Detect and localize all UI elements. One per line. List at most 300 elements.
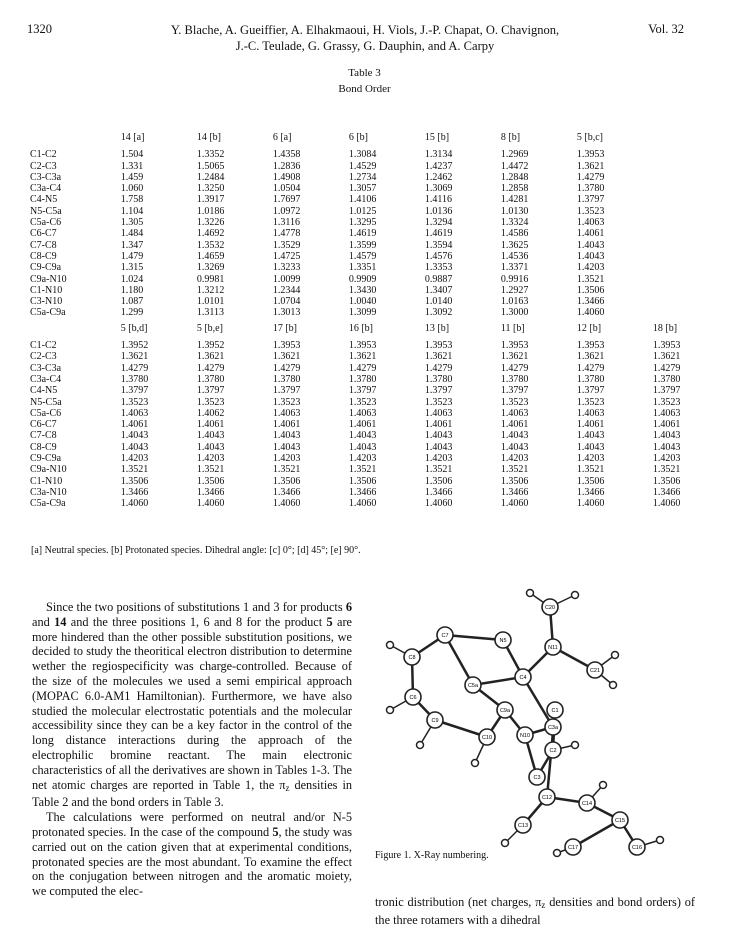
bond-order-value: 1.3780 xyxy=(576,373,605,385)
table-row xyxy=(30,442,729,453)
bond-order-value: 1.4203 xyxy=(652,453,681,465)
atom-label: C6 xyxy=(409,695,417,701)
column-header: 18 [b] xyxy=(652,322,678,334)
bond-label: C3a-C4 xyxy=(30,183,62,195)
bond-order-value: 1.3953 xyxy=(576,149,605,161)
bond-order-value: 1.3226 xyxy=(196,217,225,229)
bond-order-value: 1.3250 xyxy=(196,183,225,195)
bond-order-value: 1.504 xyxy=(120,149,144,161)
bond-order-value: 1.3621 xyxy=(576,160,605,172)
bond-order-value: 1.3353 xyxy=(424,262,453,274)
bond-order-value: 1.4203 xyxy=(576,453,605,465)
atom-c20 xyxy=(542,599,558,615)
bond-order-value: 1.3069 xyxy=(424,183,453,195)
bond-label: C3a-C4 xyxy=(30,373,62,385)
bond-order-value: 1.7697 xyxy=(272,194,301,206)
bond-order-value: 1.3797 xyxy=(500,385,529,397)
bond-order-value: 1.4043 xyxy=(424,430,453,442)
column-header: 17 [b] xyxy=(272,322,297,334)
bond-order-value: 1.4060 xyxy=(196,498,225,510)
bond-order-value: 1.3953 xyxy=(500,340,529,352)
bond-order-value: 1.3506 xyxy=(120,475,149,487)
bond-order-value: 1.2462 xyxy=(424,171,453,183)
bond-order-value: 1.347 xyxy=(120,239,144,251)
bond-order-value: 1.3780 xyxy=(424,373,453,385)
bond-order-value: 1.3466 xyxy=(272,486,301,498)
bond-order-value: 1.4060 xyxy=(424,498,453,510)
bond-order-value: 1.104 xyxy=(120,205,144,217)
bond-order-value: 1.3952 xyxy=(120,340,149,352)
bond-order-value: 1.3780 xyxy=(196,373,225,385)
bond-order-value: 0.9909 xyxy=(348,273,377,285)
column-header: 6 [a] xyxy=(272,132,292,143)
bond-order-value: 1.180 xyxy=(120,284,144,296)
bond-order-value: 0.9981 xyxy=(196,273,225,285)
bond-order-value: 1.4063 xyxy=(424,407,453,419)
bond-order-value: 1.3797 xyxy=(652,385,681,397)
atom-c14 xyxy=(579,795,595,811)
bond-label: C5a-C6 xyxy=(30,217,62,229)
hydrogen-atom xyxy=(387,707,394,714)
bond-order-value: 1.4060 xyxy=(500,498,529,510)
bond-label: C7-C8 xyxy=(30,239,57,251)
bond-order-value: 1.4279 xyxy=(652,362,681,374)
bond-order-value: 1.4619 xyxy=(348,228,377,240)
table-row xyxy=(30,149,729,160)
bond-order-value: 1.3113 xyxy=(196,307,224,319)
bond-order-value: 1.331 xyxy=(120,160,144,172)
atom-n10 xyxy=(517,727,533,743)
bond-order-value: 1.3797 xyxy=(272,385,301,397)
bond-order-value: 1.3953 xyxy=(348,340,377,352)
atom-label: C12 xyxy=(541,795,553,801)
bond-order-value: 1.3780 xyxy=(652,373,681,385)
atom-c1 xyxy=(547,702,563,718)
bond-order-value: 1.3092 xyxy=(424,307,453,319)
bond-order-value: 1.2969 xyxy=(500,149,529,161)
bond-order-value: 1.3506 xyxy=(500,475,529,487)
bond-order-value: 1.4279 xyxy=(196,362,225,374)
bond-order-value: 1.3780 xyxy=(120,373,149,385)
bond-order-value: 1.3621 xyxy=(500,351,529,363)
bond-order-value: 1.479 xyxy=(120,250,144,262)
bond-order-value: 1.4043 xyxy=(576,430,605,442)
atom-label: N11 xyxy=(548,645,558,651)
bond-order-value: 1.3324 xyxy=(500,217,529,229)
atom-label: C13 xyxy=(517,823,529,829)
author-list xyxy=(110,22,620,54)
atom-c21 xyxy=(587,662,603,678)
bond-order-value: 1.4529 xyxy=(348,160,377,172)
bond-order-value: 1.4043 xyxy=(120,430,149,442)
bond-label: N5-C5a xyxy=(30,396,62,408)
bond-order-value: 1.459 xyxy=(120,171,144,183)
bond-order-value: 1.4586 xyxy=(500,228,529,240)
atom-label: C8 xyxy=(408,655,416,661)
table-row xyxy=(30,307,729,318)
bond-label: C5a-C6 xyxy=(30,407,62,419)
bond-order-value: 1.2484 xyxy=(196,171,225,183)
bond-order-value: 1.4203 xyxy=(272,453,301,465)
bond-order-value: 1.4203 xyxy=(348,453,377,465)
bond-order-value: 1.4619 xyxy=(424,228,453,240)
bond-order-value: 1.5065 xyxy=(196,160,225,172)
bond-label: C6-C7 xyxy=(30,228,57,240)
hydrogen-atom xyxy=(527,590,534,597)
bond-order-value: 1.4279 xyxy=(424,362,453,374)
bond-label: C3a-N10 xyxy=(30,486,67,498)
bond-order-value: 1.4060 xyxy=(652,498,681,510)
column-header: 6 [b] xyxy=(348,132,369,143)
table-row xyxy=(30,172,729,183)
bond-label: C2-C3 xyxy=(30,160,57,172)
bond-order-value: 1.0130 xyxy=(500,205,529,217)
atom-n5 xyxy=(495,632,511,648)
bond-order-value: 1.3013 xyxy=(272,307,301,319)
bond-label: C8-C9 xyxy=(30,441,57,453)
bond-order-value: 1.3953 xyxy=(424,340,453,352)
table-row xyxy=(30,240,729,251)
header-blank xyxy=(30,128,121,149)
bond-order-value: 1.2848 xyxy=(500,171,529,183)
bond-order-value: 1.4061 xyxy=(424,419,453,431)
bond-order-value: 1.3506 xyxy=(576,475,605,487)
atom-label: C5a xyxy=(467,683,479,689)
bond-label: C6-C7 xyxy=(30,419,57,431)
bond-order-value: 1.305 xyxy=(120,217,144,229)
bond-order-value: 1.3523 xyxy=(120,396,149,408)
bond-order-value: 1.4060 xyxy=(348,498,377,510)
bond-order-value: 1.4061 xyxy=(272,419,301,431)
bond-order-value: 1.3099 xyxy=(348,307,377,319)
bond-order-value: 1.4043 xyxy=(196,441,225,453)
bond-order-value: 1.4043 xyxy=(272,430,301,442)
bond-order-value: 1.3116 xyxy=(272,217,300,229)
bond-label: C9a-N10 xyxy=(30,464,67,476)
bond-order-value: 1.4279 xyxy=(120,362,149,374)
bond-order-value: 1.3295 xyxy=(348,217,377,229)
bond-order-value: 1.4063 xyxy=(652,407,681,419)
hydrogen-atom xyxy=(387,642,394,649)
bond-order-value: 1.4579 xyxy=(348,250,377,262)
bond-order-value: 1.4063 xyxy=(272,407,301,419)
atom-label: C10 xyxy=(481,735,493,741)
atom-c13 xyxy=(515,817,531,833)
bond-order-value: 1.3523 xyxy=(424,396,453,408)
bond-order-value: 1.3521 xyxy=(652,464,681,476)
atom-label: N10 xyxy=(519,733,531,739)
bond-order-value: 1.4106 xyxy=(348,194,377,206)
bond-order-value: 1.0186 xyxy=(196,205,225,217)
table-row xyxy=(30,228,729,239)
bond-order-value: 1.4203 xyxy=(576,262,605,274)
volume-label: Vol. 32 xyxy=(648,22,684,36)
bond-order-value: 1.4061 xyxy=(348,419,377,431)
atom-label: C1 xyxy=(551,708,559,714)
bond-order-value: 1.4043 xyxy=(348,441,377,453)
table-row xyxy=(30,408,729,419)
atom-label: C4 xyxy=(519,675,527,681)
bond-order-value: 1.2858 xyxy=(500,183,529,195)
bond-label: C1-C2 xyxy=(30,149,57,161)
bond-order-value: 1.3466 xyxy=(348,486,377,498)
table-row xyxy=(30,397,729,408)
bond-label: N5-C5a xyxy=(30,205,62,217)
bond-order-value: 1.4908 xyxy=(272,171,301,183)
bond-order-value: 1.4043 xyxy=(652,430,681,442)
column-header: 8 [b] xyxy=(500,132,521,143)
bond-order-value: 1.315 xyxy=(120,262,144,274)
bond-order-value: 1.3599 xyxy=(348,239,377,251)
atom-c8 xyxy=(404,649,420,665)
atom-label: N5 xyxy=(499,638,507,644)
bond-order-value: 1.3352 xyxy=(196,149,225,161)
bond-order-value: 1.0163 xyxy=(500,296,529,308)
column-header: 16 [b] xyxy=(348,322,374,334)
bond-order-value: 1.3594 xyxy=(424,239,453,251)
bond-label: C5a-C9a xyxy=(30,498,66,510)
bond-order-value: 1.3506 xyxy=(348,475,377,487)
atom-c5a xyxy=(465,677,481,693)
bond-order-value: 1.4061 xyxy=(576,419,605,431)
table-row xyxy=(30,464,729,475)
bond-order-value: 1.3953 xyxy=(652,340,681,352)
bond-label: C8-C9 xyxy=(30,250,57,262)
column-header: 14 [b] xyxy=(196,132,221,143)
bond-order-value: 1.3521 xyxy=(576,273,605,285)
column-header: 14 [a] xyxy=(120,132,145,143)
atom-label: C3a xyxy=(547,725,559,731)
bond-order-value: 1.060 xyxy=(120,183,144,195)
bond-order-value: 1.3430 xyxy=(348,284,377,296)
bond-order-value: 1.4060 xyxy=(272,498,301,510)
bond-order-value: 1.3521 xyxy=(576,464,605,476)
author-line-1: Y. Blache, A. Gueiffier, A. Elhakmaoui, H. Viols, J.-P. Chapat, O. Chavignon, xyxy=(170,23,560,37)
bond-order-value: 1.4043 xyxy=(424,441,453,453)
table-number: Table 3 xyxy=(348,67,381,79)
bond-order-value: 1.3953 xyxy=(272,340,301,352)
bond-order-value: 1.3917 xyxy=(196,194,225,206)
bond-label: C4-N5 xyxy=(30,385,58,397)
paragraph-1: Since the two positions of substitutions 1 and 3 for products 6 and 14 and the three positions 1, 6 and 8 for the product 5 are more hindered than the other possible substitution positions, we decided to study the theoritical electron distribution to determine wether the regiospecificity was charge-controlled. Because of the size of the molecules we used a semi empirical approach (MOPAC 6.0-AM1 Hamiltonian). Furthermore, we have also studied the molecular electrostatic potentials and the molecular accessibility since they can be a key factor in the control of the long distance interactions during the approach of the electrophilic bromine reactant. The main electronic characteristics of all the derivatives are shown in Tables 1-3. The net atomic charges are reported in Table 1, the $\pi_z$ densities in Table 2 and the bond orders in Table 3. xyxy=(32,600,353,810)
bond-order-value: 1.4043 xyxy=(196,430,225,442)
bond-order-value: 1.4576 xyxy=(424,250,453,262)
bond-order-value: 1.3506 xyxy=(272,475,301,487)
bond-order-value: 1.3057 xyxy=(348,183,377,195)
bond-order-value: 1.4725 xyxy=(272,250,301,262)
bond-order-value: 1.4279 xyxy=(576,362,605,374)
atom-label: C7 xyxy=(441,633,449,639)
bond-order-value: 1.484 xyxy=(120,228,144,240)
bond-order-value: 1.4060 xyxy=(576,498,605,510)
bond-order-value: 1.4043 xyxy=(500,441,529,453)
bond-order-value: 1.2927 xyxy=(500,284,529,296)
bond-order-value: 1.0504 xyxy=(272,183,301,195)
bond-order-value: 1.0099 xyxy=(272,273,301,285)
bond-order-value: 1.3797 xyxy=(576,194,605,206)
atom-c9 xyxy=(427,712,443,728)
bond-order-value: 1.3523 xyxy=(196,396,225,408)
bond-order-value: 1.3953 xyxy=(576,340,605,352)
atom-c17 xyxy=(565,839,581,855)
column-header: 5 [b,d] xyxy=(120,322,148,334)
table-row xyxy=(30,206,729,217)
table-row xyxy=(30,296,729,307)
bond-order-value: 1.3521 xyxy=(272,464,301,476)
bond-label: C1-N10 xyxy=(30,284,63,296)
atom-c3 xyxy=(529,769,545,785)
atom-label: C3 xyxy=(533,775,541,781)
atom-label: C2 xyxy=(549,748,557,754)
atom-c9a xyxy=(497,702,513,718)
bond-order-value: 1.3466 xyxy=(576,296,605,308)
bond-order-value: 0.9887 xyxy=(424,273,453,285)
bond-order-value: 1.4203 xyxy=(196,453,225,465)
bond-order-value: 1.0140 xyxy=(424,296,453,308)
table-row xyxy=(30,363,729,374)
bond-order-value: 1.3523 xyxy=(576,205,605,217)
bond-order-value: 1.4063 xyxy=(500,407,529,419)
column-header: 11 [b] xyxy=(500,322,525,334)
bond-order-value: 1.4043 xyxy=(500,430,529,442)
bond-order-value: 1.3466 xyxy=(500,486,529,498)
bond-order-value: 1.2344 xyxy=(272,284,301,296)
bond-order-value: 1.2836 xyxy=(272,160,301,172)
table-row xyxy=(30,161,729,172)
atom-c2 xyxy=(545,742,561,758)
bond-order-value: 1.3797 xyxy=(196,385,225,397)
bond-order-value: 1.3466 xyxy=(652,486,681,498)
bond-order-value: 1.3521 xyxy=(348,464,377,476)
bond-order-value: 1.3134 xyxy=(424,149,453,161)
bond-label: C1-N10 xyxy=(30,475,63,487)
bond-order-value: 1.3780 xyxy=(500,373,529,385)
atom-label: C15 xyxy=(614,818,626,824)
bond-order-value: 1.3084 xyxy=(348,149,377,161)
bond-order-value: 1.4043 xyxy=(272,441,301,453)
bond-order-value: 1.3351 xyxy=(348,262,377,274)
bond-order-value: 1.4536 xyxy=(500,250,529,262)
atom-label: C9a xyxy=(499,708,511,714)
atom-label: C9 xyxy=(431,718,439,724)
bond-order-value: 1.4279 xyxy=(272,362,301,374)
table-row xyxy=(30,340,729,351)
bond-order-value: 1.3521 xyxy=(120,464,149,476)
hydrogen-atom xyxy=(417,742,424,749)
hydrogen-atom xyxy=(472,760,479,767)
table-row xyxy=(30,453,729,464)
bond-order-value: 1.3621 xyxy=(576,351,605,363)
bond-order-value: 1.4061 xyxy=(576,228,605,240)
atom-c12 xyxy=(539,789,555,805)
bond-order-value: 1.3780 xyxy=(576,183,605,195)
bond-order-value: 1.3621 xyxy=(120,351,149,363)
bond-label: C5a-C9a xyxy=(30,307,66,319)
bond-order-value: 1.3466 xyxy=(196,486,225,498)
bond-order-value: 1.087 xyxy=(120,296,144,308)
bond-order-value: 1.4279 xyxy=(576,171,605,183)
hydrogen-atom xyxy=(502,840,509,847)
page-number: 1320 xyxy=(27,22,52,36)
table-header-row xyxy=(30,319,729,340)
bond-order-value: 1.0101 xyxy=(196,296,225,308)
bond-order-value: 1.3466 xyxy=(424,486,453,498)
bond-label: C9-C9a xyxy=(30,262,62,274)
table-row xyxy=(30,476,729,487)
atom-label: C14 xyxy=(581,801,593,807)
column-header: 13 [b] xyxy=(424,322,450,334)
atom-c6 xyxy=(405,689,421,705)
paragraph-2: The calculations were performed on neutral and/or N-5 protonated species. In the case of the compound 5, the study was carried out on the cation given that at experimental conditions, protonated species are the most abundant. To examine the effect on the conjugation between nitrogen and the aromatic moiety, we computed the elec- xyxy=(32,810,352,899)
atom-label: C16 xyxy=(631,845,643,851)
bond-order-table xyxy=(30,128,729,510)
bond-order-value: 1.4472 xyxy=(500,160,529,172)
atom-c7 xyxy=(437,627,453,643)
bond-order-value: 1.4043 xyxy=(576,250,605,262)
bond-order-value: 1.3521 xyxy=(196,464,225,476)
bond-label: C2-C3 xyxy=(30,351,57,363)
bond-order-value: 1.4043 xyxy=(576,239,605,251)
author-line-2: J.-C. Teulade, G. Grassy, G. Dauphin, and A. Carpy xyxy=(235,39,495,53)
bond-order-value: 1.3797 xyxy=(120,385,149,397)
bond-order-value: 1.4281 xyxy=(500,194,529,206)
hydrogen-atom xyxy=(610,682,617,689)
bond-order-value: 1.0972 xyxy=(272,205,301,217)
table-row xyxy=(30,285,729,296)
table-row xyxy=(30,430,729,441)
atom-c15 xyxy=(612,812,628,828)
table-footnote: [a] Neutral species. [b] Protonated species. Dihedral angle: [c] 0°; [d] 45°; [e] 90°. xyxy=(31,545,361,556)
bond-order-value: 1.4692 xyxy=(196,228,225,240)
bond-order-value: 1.3532 xyxy=(196,239,225,251)
column-header: 15 [b] xyxy=(424,132,450,143)
bond-order-value: 1.3000 xyxy=(500,307,529,319)
bond-label: C4-N5 xyxy=(30,194,58,206)
bond-order-value: 1.4043 xyxy=(348,430,377,442)
bond-order-value: 1.3212 xyxy=(196,284,225,296)
bond-label: C3-N10 xyxy=(30,296,63,308)
bond-order-value: 1.4358 xyxy=(272,149,301,161)
bond-order-value: 1.3523 xyxy=(348,396,377,408)
bond-order-value: 1.3621 xyxy=(348,351,377,363)
bond-order-value: 1.299 xyxy=(120,307,144,319)
bond-order-value: 1.3371 xyxy=(500,262,529,274)
table-row xyxy=(30,194,729,205)
bond-order-value: 1.3523 xyxy=(576,396,605,408)
bond-order-value: 1.3506 xyxy=(652,475,681,487)
hydrogen-atom xyxy=(572,592,579,599)
bond-order-value: 1.4063 xyxy=(120,407,149,419)
bond-order-value: 1.3621 xyxy=(424,351,453,363)
bond-order-value: 1.3523 xyxy=(500,396,529,408)
bond-order-value: 1.4116 xyxy=(424,194,452,206)
bond-order-value: 1.3797 xyxy=(424,385,453,397)
atom-label: C21 xyxy=(589,668,601,674)
table-row xyxy=(30,385,729,396)
bond-order-value: 1.3523 xyxy=(272,396,301,408)
bond-label: C7-C8 xyxy=(30,430,57,442)
bond-order-value: 1.4061 xyxy=(120,419,149,431)
bond-order-value: 1.3797 xyxy=(576,385,605,397)
bond-order-value: 1.4203 xyxy=(120,453,149,465)
bond-order-value: 1.4063 xyxy=(576,217,605,229)
header-blank xyxy=(30,319,121,340)
body-text-left-column xyxy=(32,600,352,899)
table-row xyxy=(30,498,729,509)
table-row xyxy=(30,262,729,273)
bond-order-value: 1.4279 xyxy=(348,362,377,374)
column-header: 5 [b,c] xyxy=(576,132,603,143)
